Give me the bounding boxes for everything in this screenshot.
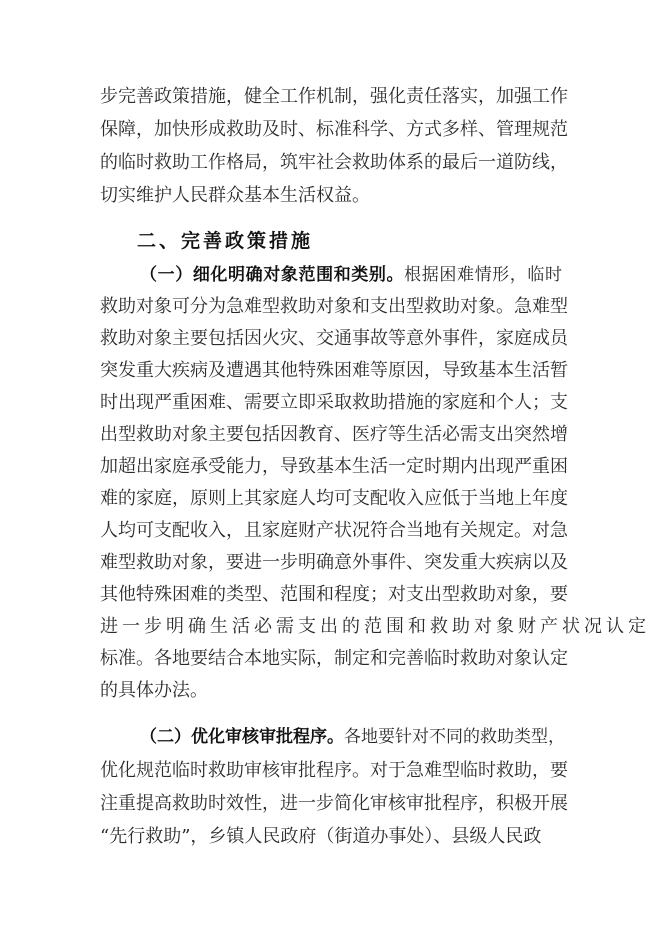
line-text: 救助对象可分为急难型救助对象和支出型救助对象。急难型 bbox=[100, 296, 568, 317]
subsection-title: （二）优化审核审批程序。 bbox=[140, 727, 344, 747]
line-text: 根据困难情形，临时 bbox=[404, 265, 563, 285]
text-line bbox=[100, 721, 565, 754]
text-line bbox=[100, 643, 568, 675]
line-text: 的临时救助工作格局，筑牢社会救助体系的最后一道防线， bbox=[100, 152, 568, 173]
line-text: 标准。各地要结合本地实际，制定和完善临时救助对象认定 bbox=[100, 648, 568, 669]
text-line bbox=[100, 419, 568, 451]
text-line bbox=[100, 820, 562, 853]
line-text: 各地要针对不同的救助类型， bbox=[344, 727, 565, 747]
line-text: 其他特殊困难的类型、范围和程度；对支出型救助对象，要 bbox=[100, 584, 568, 605]
paragraph-refine-target-scope bbox=[100, 259, 650, 707]
text-line bbox=[100, 547, 568, 579]
text-line bbox=[100, 179, 562, 212]
line-text: 进一步明确生活必需支出的范围和救助对象财产状况认定 bbox=[100, 616, 650, 637]
subsection-title: （一）细化明确对象范围和类别。 bbox=[140, 265, 405, 285]
text-line bbox=[100, 113, 568, 146]
text-line bbox=[100, 291, 568, 323]
text-line bbox=[100, 80, 568, 113]
line-text: 步完善政策措施，健全工作机制，强化责任落实，加强工作 bbox=[100, 86, 568, 107]
line-text: 优化规范临时救助审核审批程序。对于急难型临时救助，要 bbox=[100, 760, 568, 781]
line-text: 加超出家庭承受能力，导致基本生活一定时期内出现严重困 bbox=[100, 456, 568, 477]
text-line bbox=[100, 515, 568, 547]
line-text: 人均可支配收入，且家庭财产状况符合当地有关规定。对急 bbox=[100, 520, 568, 541]
line-text: 突发重大疾病及遭遇其他特殊困难等原因，导致基本生活暂 bbox=[100, 360, 568, 381]
line-text: 出型救助对象主要包括因教育、医疗等生活必需支出突然增 bbox=[100, 424, 568, 445]
text-line bbox=[100, 451, 568, 483]
line-text: 的具体办法。 bbox=[100, 680, 208, 701]
line-text: 难的家庭，原则上其家庭人均可支配收入应低于当地上年度 bbox=[100, 488, 568, 509]
line-text: 注重提高救助时效性，进一步简化审核审批程序，积极开展 bbox=[100, 793, 568, 814]
text-line bbox=[100, 355, 568, 387]
text-line bbox=[100, 259, 562, 291]
line-text: 难型救助对象，要进一步明确意外事件、突发重大疾病以及 bbox=[100, 552, 568, 573]
line-text: “先行救助”，乡镇人民政府（街道办事处）、县级人民政 bbox=[100, 826, 542, 847]
text-line bbox=[100, 754, 568, 787]
text-line bbox=[100, 387, 568, 419]
text-line bbox=[100, 675, 562, 707]
text-line bbox=[100, 787, 568, 820]
paragraph-optimize-approval bbox=[100, 721, 568, 853]
text-line bbox=[100, 323, 568, 355]
line-text: 救助对象主要包括因火灾、交通事故等意外事件，家庭成员 bbox=[100, 328, 568, 349]
text-line bbox=[100, 579, 568, 611]
text-line bbox=[100, 146, 568, 179]
line-text: 保障，加快形成救助及时、标准科学、方式多样、管理规范 bbox=[100, 119, 568, 140]
section-heading: 二、完善政策措施 bbox=[137, 230, 314, 252]
text-line bbox=[100, 483, 568, 515]
paragraph-intro-continuation bbox=[100, 80, 568, 212]
line-text: 时出现严重困难、需要立即采取救助措施的家庭和个人；支 bbox=[100, 392, 568, 413]
text-line bbox=[100, 611, 650, 643]
line-text: 切实维护人民群众基本生活权益。 bbox=[100, 185, 370, 206]
